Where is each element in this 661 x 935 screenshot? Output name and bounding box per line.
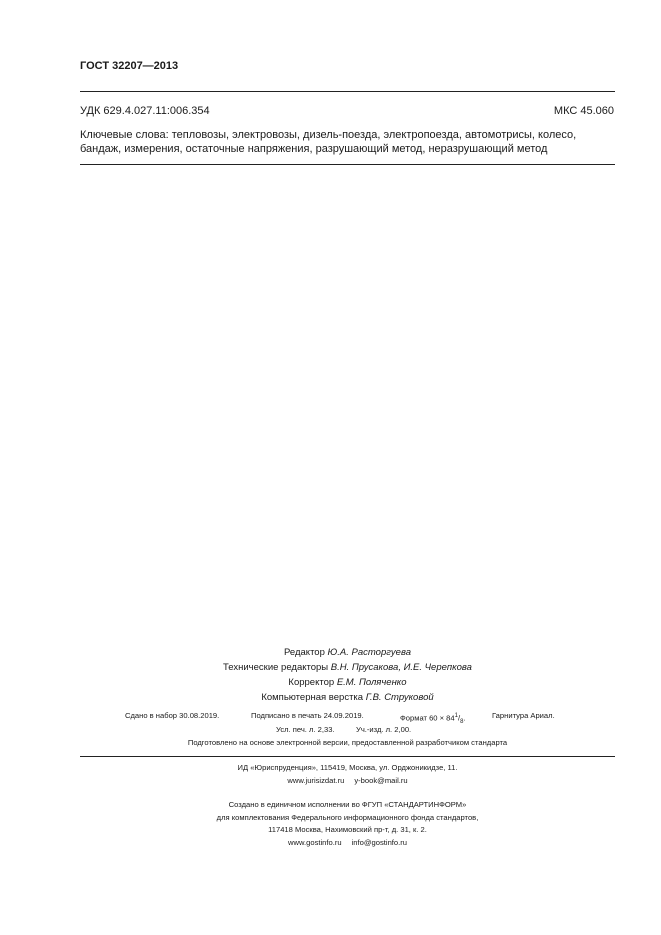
mks-code: МКС 45.060 — [553, 105, 614, 117]
creator-contacts — [80, 837, 615, 850]
publisher-address: ИД «Юриспруденция», 115419, Москва, ул. Орджоникидзе, 11. — [237, 763, 458, 772]
publisher-divider — [80, 756, 615, 757]
submitted-date: Сдано в набор 30.08.2019. — [125, 711, 220, 720]
publisher-email[interactable]: y-book@mail.ru — [354, 775, 408, 785]
publisher-sheets: Уч.-изд. л. 2,00. — [356, 725, 412, 734]
imprint-row-1 — [80, 709, 615, 726]
publisher-block — [80, 762, 615, 849]
corrector-name: Е.М. Поляченко — [336, 677, 407, 688]
credits-block — [80, 645, 615, 705]
print-format: Формат $60 \times 84^1/_8$. — [400, 713, 466, 726]
keywords-divider — [80, 164, 615, 165]
imprint-block — [80, 709, 615, 737]
layout-line — [80, 690, 615, 705]
editor-label: Редактор — [283, 647, 325, 658]
signed-date: Подписано в печать 24.09.2019. — [251, 711, 364, 720]
tech-editors-label: Технические редакторы — [223, 662, 329, 673]
editor-line — [80, 645, 615, 660]
corrector-label: Корректор — [288, 677, 335, 688]
editor-name: Ю.А. Расторгуева — [327, 647, 411, 658]
udk-code: УДК 629.4.027.11:006.354 — [80, 105, 210, 117]
creator-website[interactable]: www.gostinfo.ru — [287, 837, 342, 847]
tech-editors-line — [80, 660, 615, 675]
prepared-note: Подготовлено на основе электронной версии, предоставленной разработчиком стандарта — [187, 738, 508, 747]
creator-purpose: для комплектования Федерального информационного фонда стандартов, — [216, 812, 479, 822]
creator-line: Создано в единичном исполнении во ФГУП «СТАНДАРТИНФОРМ» — [228, 800, 467, 809]
creator-address: 117418 Москва, Нахимовский пр-т, д. 31, к. 2. — [268, 825, 427, 834]
tech-editors-names: В.Н. Прусакова, И.Е. Черепкова — [330, 662, 472, 673]
publisher-website[interactable]: www.jurisizdat.ru — [287, 775, 345, 785]
standard-number: ГОСТ 32207—2013 — [80, 60, 179, 72]
layout-name: Г.В. Струковой — [365, 692, 434, 703]
typeface: Гарнитура Ариал. — [492, 711, 555, 720]
print-sheets: Усл. печ. л. 2,33. — [276, 725, 335, 734]
layout-label: Компьютерная верстка — [261, 692, 364, 703]
imprint-row-2 — [80, 723, 615, 737]
top-divider — [80, 91, 615, 92]
corrector-line — [80, 675, 615, 690]
publisher-contacts — [80, 775, 615, 788]
creator-email[interactable]: info@gostinfo.ru — [351, 837, 408, 847]
keywords: Ключевые слова: тепловозы, электровозы, дизель-поезда, электропоезда, автомотрисы, колесо, бандаж, измерения, остаточные напряжения, разрушающий метод, неразрушающий метод — [80, 129, 577, 155]
